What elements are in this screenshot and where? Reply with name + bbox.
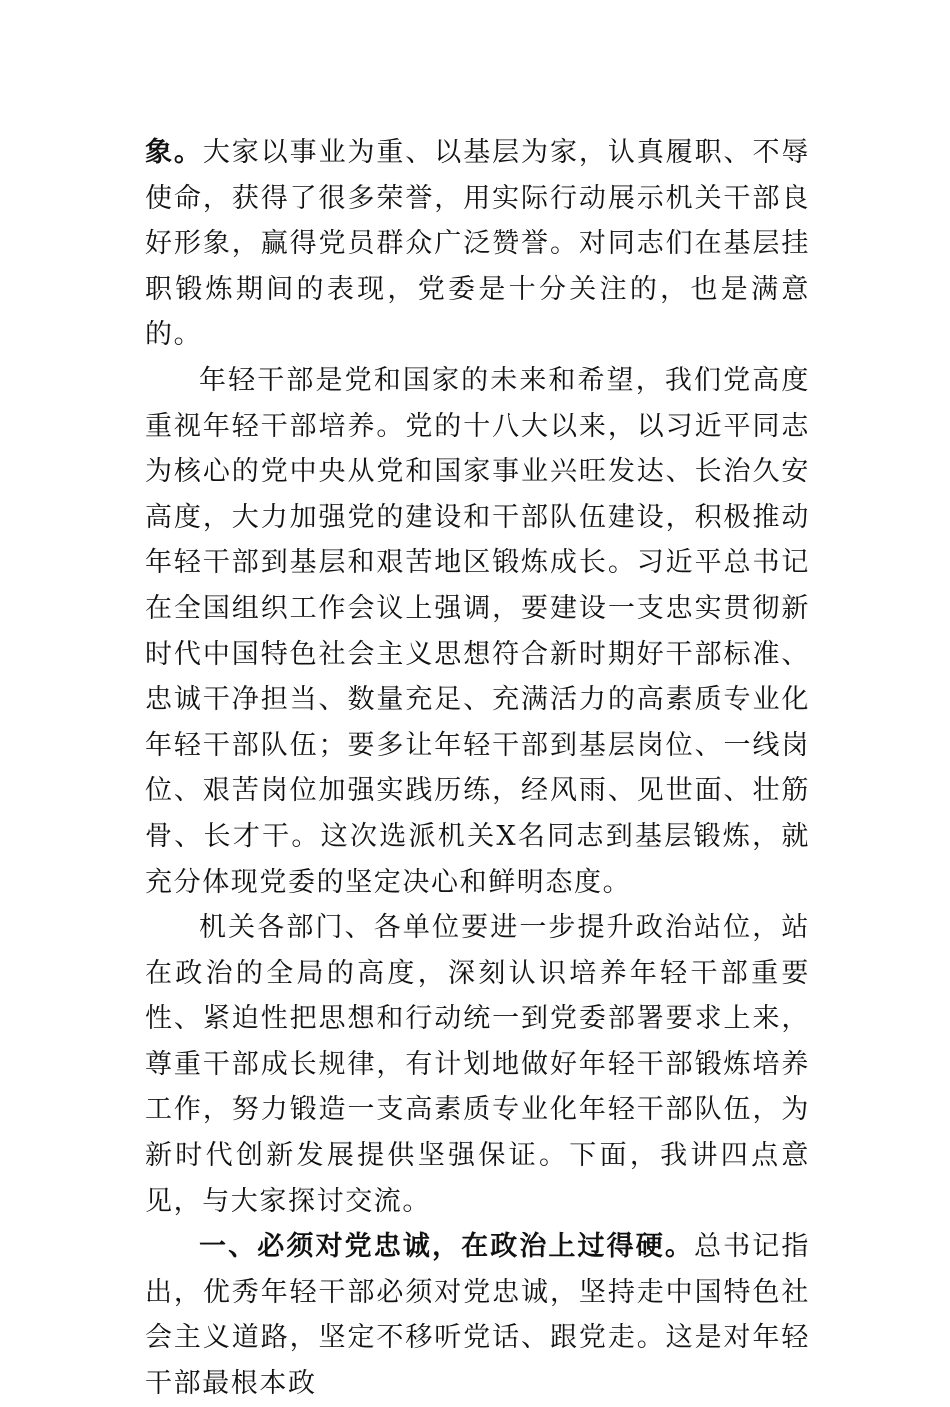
paragraph-4-text: 总书记指出，优秀年轻干部必须对党忠诚，坚持走中国特色社会主义道路，坚定不移听党话、跟党走。这是对年轻干部最根本政 — [145, 1231, 810, 1400]
paragraph-4 — [145, 1224, 810, 1406]
document-body — [145, 130, 810, 1407]
paragraph-1-text: 大家以事业为重、以基层为家，认真履职、不辱使命，获得了很多荣誉，用实际行动展示机关干部良好形象，赢得党员群众广泛赞誉。对同志们在基层挂职锻炼期间的表现，党委是十分关注的，也是满意的。 — [145, 137, 810, 351]
paragraph-2 — [145, 358, 810, 905]
paragraph-1-lead: 象。 — [145, 137, 203, 168]
paragraph-3-text: 机关各部门、各单位要进一步提升政治站位，站在政治的全局的高度，深刻认识培养年轻干部重要性、紧迫性把思想和行动统一到党委部署要求上来，尊重干部成长规律，有计划地做好年轻干部锻炼培养工作，努力锻造一支高素质专业化年轻干部队伍，为新时代创新发展提供坚强保证。下面，我讲四点意见，与大家探讨交流。 — [145, 912, 810, 1217]
section-heading-1: 一、必须对党忠诚，在政治上过得硬。 — [199, 1231, 695, 1263]
paragraph-3 — [145, 905, 810, 1224]
paragraph-2-text: 年轻干部是党和国家的未来和希望，我们党高度重视年轻干部培养。党的十八大以来，以习近平同志为核心的党中央从党和国家事业兴旺发达、长治久安高度，大力加强党的建设和干部队伍建设，积极推动年轻干部到基层和艰苦地区锻炼成长。习近平总书记在全国组织工作会议上强调，要建设一支忠实贯彻新时代中国特色社会主义思想符合新时期好干部标准、忠诚干净担当、数量充足、充满活力的高素质专业化年轻干部队伍；要多让年轻干部到基层岗位、一线岗位、艰苦岗位加强实践历练，经风雨、见世面、壮筋骨、长才干。这次选派机关X名同志到基层锻炼，就充分体现党委的坚定决心和鲜明态度。 — [145, 364, 810, 898]
paragraph-1 — [145, 130, 810, 358]
